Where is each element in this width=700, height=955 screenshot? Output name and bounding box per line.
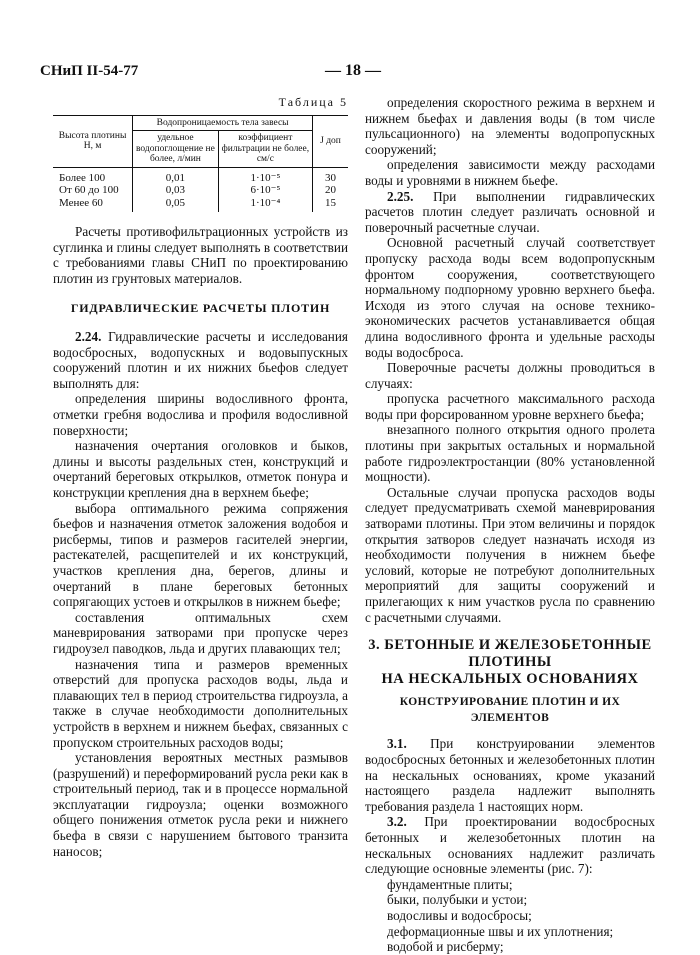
list-item: водосливы и водосбросы;	[387, 907, 532, 923]
paragraph-main-case: Основной расчетный случай соответствует пропуску расхода воды всем водопропускным фронтом сооружения, соответствующего нормальному подпорному уровню верхнего бьефа. Исходя из этого случая на основе технико-экономических расчетов устанавливается общая длина водосливного фронта и удельные расходы воды водосброса.	[365, 235, 655, 360]
paragraph-3-1	[365, 736, 655, 814]
subsection-heading: КОНСТРУИРОВАНИЕ ПЛОТИН И ИХ ЭЛЕМЕНТОВ	[399, 696, 621, 724]
cell-filtration: 6·10⁻⁵	[218, 184, 312, 197]
cell-absorption: 0,03	[133, 184, 219, 197]
paragraph-other-cases: Остальные случаи пропуска расходов воды следует предусматривать схемой маневрирования затворами плотины. При этом величины и порядок открытия затворов следует назначать исходя из необходимости получения в нижнем бьефе условий, которые не потребуют дополнительных мероприятий для защиты сооружений и прилегающих к ним участков русла по сравнению с расчетными случаями.	[365, 484, 655, 625]
document-code: СНиП II-54-77	[40, 63, 139, 79]
paragraph-check-cases: Поверочные расчеты должны проводиться в случаях:	[365, 360, 655, 391]
paragraph-antifiltration: Расчеты противофильтрационных устройств из суглинка и глины следует выполнять в соответствии с требованиями главы СНиП по проектированию плотин из грунтовых материалов.	[53, 224, 348, 286]
col-header-absorption: удельное водопоглощение не более, л/мин	[133, 131, 219, 168]
list-item: водобой и рисберму;	[387, 939, 504, 955]
list-item: установления вероятных местных размывов (разрушений) и переформирований русла реки как в строительный период, так и в процессе нормальной эксплуатации гидроузла; оценки возможного общего понижения отметок русла реки и нижнего бьефа в связи с нарушением бытового транзита наносов;	[53, 750, 348, 859]
table-row	[53, 167, 348, 184]
cell-absorption: 0,05	[133, 197, 219, 213]
paragraph-2-25	[365, 189, 655, 236]
list-item: назначения типа и размеров временных отверстий для пропуска расходов воды, льда и плавающих тел в период строительства гидроузла, а также в случае необходимости дополнительных устройств в верхнем и нижнем бьефах, связанных с пропуском строительных расходов воды;	[53, 656, 348, 750]
list-item: определения ширины водосливного фронта, отметки гребня водослива и профиля водосливной поверхности;	[53, 391, 348, 438]
clause-number: 2.25.	[387, 188, 414, 204]
table-row	[53, 184, 348, 197]
clause-number: 3.2.	[387, 814, 407, 830]
cell-filtration: 1·10⁻⁵	[218, 167, 312, 184]
chapter-heading	[365, 637, 655, 688]
cell-j: 30	[313, 167, 348, 184]
list-item: быки, полубыки и устои;	[387, 892, 528, 908]
list-item: пропуска расчетного максимального расхода воды при форсированном уровне верхнего бьефа;	[365, 391, 655, 422]
page-number: — 18 —	[325, 62, 381, 79]
col-header-filtration: коэффициент фильтрации не более, см/с	[218, 131, 312, 168]
table-row	[53, 197, 348, 213]
section-heading-hydraulic: ГИДРАВЛИЧЕСКИЕ РАСЧЕТЫ ПЛОТИН	[70, 301, 331, 316]
clause-text: Гидравлические расчеты и исследования водосбросных, водопускных и водовыпускных сооружений плотин и их нижних бьефов следует выполнять для:	[53, 329, 348, 391]
cell-j: 15	[313, 197, 348, 213]
left-column	[53, 95, 348, 859]
list-item: фундаментные плиты;	[387, 876, 513, 892]
clause-number: 3.1.	[387, 736, 407, 752]
list-item: деформационные швы и их уплотнения;	[387, 923, 614, 939]
cell-absorption: 0,01	[133, 167, 219, 184]
right-column	[365, 95, 655, 955]
chapter-heading-line2: НА НЕСКАЛЬНЫХ ОСНОВАНИЯХ	[381, 671, 639, 688]
list-item: определения скоростного режима в верхнем и нижнем бьефах и давления воды (в том числе пульсационного) на элементы водопропускных сооружений;	[365, 95, 655, 157]
list-item: составления оптимальных схем маневрирования затворами при пропуске через гидроузел паводков, льда и других плавающих тел;	[53, 609, 348, 656]
list-item: назначения очертания оголовков и быков, длины и высоты раздельных стен, конструкций и очертаний береговых открылков, отметок понура и конструкции крепления дна в верхнем бьефе;	[53, 438, 348, 500]
list-item: определения зависимости между расходами воды и уровнями в нижнем бьефе.	[365, 157, 655, 188]
clause-text: При проектировании водосбросных бетонных и железобетонных плотин на нескальных основаниях надлежит различать следующие основные элементы (рис. 7):	[365, 814, 655, 877]
col-header-j: J доп	[313, 115, 348, 167]
clause-number: 2.24.	[75, 329, 102, 345]
cell-height: От 60 до 100	[59, 184, 119, 197]
list-item: выбора оптимального режима сопряжения бьефов и назначения отметок заложения водобоя и рисбермы, типов и размеров гасителей энергии, растекателей, расщепителей и их конструкций, участков крепления дна, берегов, длины и очертаний в плане береговых бетонных сопрягающих устоев и открылков в нижнем бьефе;	[53, 500, 348, 610]
cell-height: Более 100	[59, 171, 106, 184]
cell-height: Менее 60	[59, 196, 103, 209]
cell-filtration: 1·10⁻⁴	[218, 197, 312, 213]
paragraph-3-2	[365, 814, 655, 876]
col-header-height: Высота плотины Н, м	[53, 115, 133, 167]
clause-text: При выполнении гидравлических расчетов плотин следует различать основной и поверочный расчетные случаи.	[365, 188, 655, 235]
chapter-heading-line1: 3. БЕТОННЫЕ И ЖЕЛЕЗОБЕТОННЫЕ ПЛОТИНЫ	[368, 637, 652, 671]
col-group-header: Водопроницаемость тела завесы	[133, 115, 313, 131]
clause-text: При конструировании элементов водосбросных бетонных и железобетонных плотин на нескальных основаниях, кроме указаний настоящего раздела надлежит выполнять требования раздела 1 настоящих норм.	[365, 736, 655, 814]
table-caption: Таблица 5	[278, 95, 348, 109]
permeability-table	[53, 115, 348, 213]
cell-j: 20	[313, 184, 348, 197]
list-item: внезапного полного открытия одного пролета плотины при закрытых остальных и нормальной работе гидроэлектростанции (80% установленной мощности).	[365, 422, 655, 485]
paragraph-2-24	[53, 329, 348, 391]
